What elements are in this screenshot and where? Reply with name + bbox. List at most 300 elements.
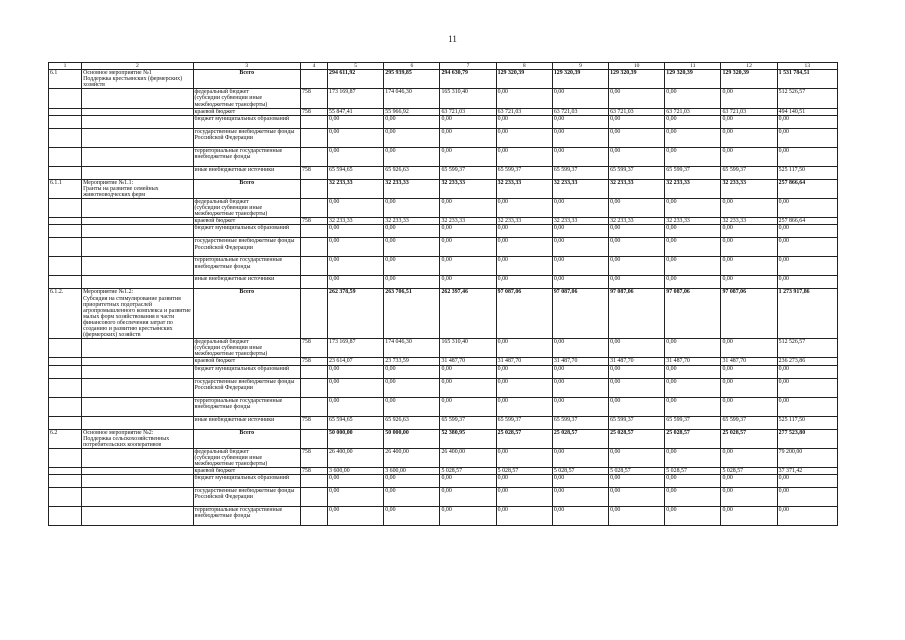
total-cell: 494 140,51 xyxy=(777,108,837,115)
amount-cell: 294 630,79 xyxy=(440,70,496,89)
amount-cell: 65 599,37 xyxy=(721,416,777,429)
amount-cell: 0,00 xyxy=(328,238,384,257)
amount-cell: 5 028,57 xyxy=(552,468,608,475)
funding-source-cell: бюджет муниципальных образований xyxy=(193,225,300,238)
total-cell: 37 371,42 xyxy=(777,468,837,475)
amount-cell: 0,00 xyxy=(665,507,721,526)
amount-cell: 0,00 xyxy=(328,147,384,166)
amount-cell: 165 310,40 xyxy=(440,339,496,358)
amount-cell: 0,00 xyxy=(609,257,665,276)
amount-cell: 0,00 xyxy=(384,115,440,128)
amount-cell: 0,00 xyxy=(328,397,384,416)
funding-source-cell: территориальные государственные внебюджетные фонды xyxy=(193,397,300,416)
amount-cell: 0,00 xyxy=(721,147,777,166)
header-cell: 13 xyxy=(777,63,837,70)
amount-cell: 0,00 xyxy=(384,128,440,147)
amount-cell: 0,00 xyxy=(721,488,777,507)
row-number-cell xyxy=(49,507,82,526)
amount-cell: 0,00 xyxy=(384,199,440,218)
amount-cell: 0,00 xyxy=(552,257,608,276)
table-row xyxy=(49,468,838,475)
total-cell: 525 117,50 xyxy=(777,416,837,429)
code-cell: 758 xyxy=(300,358,327,365)
measure-name-cell xyxy=(82,257,193,276)
amount-cell: 32 233,33 xyxy=(496,179,552,198)
amount-cell: 0,00 xyxy=(496,147,552,166)
amount-cell: 31 487,70 xyxy=(609,358,665,365)
code-cell xyxy=(300,378,327,397)
measure-name-cell: Мероприятие №1.2: Субсидия на стимулирование развития приоритетных подотраслей агропромышленного комплекса и развитие малых форм хозяйствования в части финансового обеспечения затрат по созданию и развитию крестьянских (фермерских) хозяйств xyxy=(82,289,193,339)
amount-cell: 0,00 xyxy=(496,128,552,147)
amount-cell: 0,00 xyxy=(552,199,608,218)
code-cell xyxy=(300,475,327,488)
total-cell: 0,00 xyxy=(777,378,837,397)
amount-cell: 0,00 xyxy=(440,147,496,166)
row-number-cell xyxy=(49,448,82,467)
amount-cell: 0,00 xyxy=(440,475,496,488)
amount-cell: 0,00 xyxy=(609,128,665,147)
funding-source-cell: иные внебюджетные источники xyxy=(193,166,300,179)
measure-name-cell xyxy=(82,128,193,147)
amount-cell: 0,00 xyxy=(552,115,608,128)
amount-cell: 63 721,03 xyxy=(552,108,608,115)
amount-cell: 0,00 xyxy=(328,128,384,147)
header-cell: 4 xyxy=(300,63,327,70)
amount-cell: 0,00 xyxy=(609,488,665,507)
total-cell: 1 531 784,51 xyxy=(777,70,837,89)
amount-cell: 0,00 xyxy=(328,475,384,488)
total-cell: 0,00 xyxy=(777,128,837,147)
table-row xyxy=(49,199,838,218)
amount-cell: 32 233,33 xyxy=(721,218,777,225)
header-cell: 12 xyxy=(721,63,777,70)
total-cell: 0,00 xyxy=(777,115,837,128)
row-number-cell xyxy=(49,147,82,166)
funding-source-cell: государственные внебюджетные фонды Российской Федерации xyxy=(193,488,300,507)
amount-cell: 50 000,00 xyxy=(384,429,440,448)
amount-cell: 32 233,33 xyxy=(328,179,384,198)
amount-cell: 0,00 xyxy=(552,89,608,108)
table-row xyxy=(49,147,838,166)
table-row xyxy=(49,358,838,365)
amount-cell: 55 847,41 xyxy=(328,108,384,115)
amount-cell: 65 599,37 xyxy=(440,166,496,179)
amount-cell: 0,00 xyxy=(665,89,721,108)
amount-cell: 0,00 xyxy=(384,475,440,488)
amount-cell: 0,00 xyxy=(721,257,777,276)
funding-source-cell: бюджет муниципальных образований xyxy=(193,475,300,488)
amount-cell: 0,00 xyxy=(609,115,665,128)
amount-cell: 97 087,06 xyxy=(665,289,721,339)
amount-cell: 0,00 xyxy=(721,507,777,526)
amount-cell: 0,00 xyxy=(496,89,552,108)
amount-cell: 0,00 xyxy=(552,365,608,378)
row-number-cell xyxy=(49,475,82,488)
row-number-cell: 6.1.1 xyxy=(49,179,82,198)
amount-cell: 0,00 xyxy=(384,397,440,416)
amount-cell: 0,00 xyxy=(440,378,496,397)
amount-cell: 0,00 xyxy=(552,488,608,507)
header-cell: 11 xyxy=(665,63,721,70)
amount-cell: 5 028,57 xyxy=(496,468,552,475)
total-cell: 0,00 xyxy=(777,488,837,507)
amount-cell: 0,00 xyxy=(665,257,721,276)
total-cell: 257 866,64 xyxy=(777,218,837,225)
amount-cell: 0,00 xyxy=(496,238,552,257)
amount-cell: 25 028,57 xyxy=(496,429,552,448)
amount-cell: 0,00 xyxy=(328,225,384,238)
table-row xyxy=(49,166,838,179)
amount-cell: 0,00 xyxy=(665,199,721,218)
funding-source-cell: территориальные государственные внебюджетные фонды xyxy=(193,257,300,276)
measure-name-cell xyxy=(82,115,193,128)
amount-cell: 65 599,37 xyxy=(440,416,496,429)
measure-name-cell xyxy=(82,218,193,225)
table-row xyxy=(49,218,838,225)
funding-source-cell: государственные внебюджетные фонды Российской Федерации xyxy=(193,128,300,147)
amount-cell: 0,00 xyxy=(440,115,496,128)
amount-cell: 0,00 xyxy=(384,365,440,378)
amount-cell: 0,00 xyxy=(440,276,496,289)
amount-cell: 0,00 xyxy=(328,257,384,276)
amount-cell: 0,00 xyxy=(496,475,552,488)
amount-cell: 5 028,57 xyxy=(665,468,721,475)
amount-cell: 0,00 xyxy=(440,488,496,507)
amount-cell: 0,00 xyxy=(496,225,552,238)
table-row xyxy=(49,397,838,416)
amount-cell: 0,00 xyxy=(552,147,608,166)
funding-source-cell: государственные внебюджетные фонды Российской Федерации xyxy=(193,238,300,257)
amount-cell: 23 614,07 xyxy=(328,358,384,365)
amount-cell: 31 487,70 xyxy=(440,358,496,365)
total-cell: 79 200,00 xyxy=(777,448,837,467)
amount-cell: 5 028,57 xyxy=(721,468,777,475)
amount-cell: 0,00 xyxy=(552,238,608,257)
measure-name-cell xyxy=(82,378,193,397)
funding-source-cell: Всего xyxy=(193,289,300,339)
amount-cell: 32 233,33 xyxy=(665,218,721,225)
amount-cell: 0,00 xyxy=(721,89,777,108)
amount-cell: 97 087,06 xyxy=(609,289,665,339)
amount-cell: 0,00 xyxy=(384,378,440,397)
amount-cell: 0,00 xyxy=(721,339,777,358)
budget-table xyxy=(48,62,838,526)
code-cell xyxy=(300,289,327,339)
table-row xyxy=(49,378,838,397)
amount-cell: 32 233,33 xyxy=(721,179,777,198)
amount-cell: 31 487,70 xyxy=(665,358,721,365)
code-cell xyxy=(300,225,327,238)
amount-cell: 0,00 xyxy=(609,89,665,108)
amount-cell: 0,00 xyxy=(496,507,552,526)
amount-cell: 65 594,65 xyxy=(328,166,384,179)
amount-cell: 65 594,65 xyxy=(328,416,384,429)
amount-cell: 0,00 xyxy=(552,397,608,416)
amount-cell: 0,00 xyxy=(721,115,777,128)
measure-name-cell xyxy=(82,358,193,365)
row-number-cell xyxy=(49,115,82,128)
funding-source-cell: бюджет муниципальных образований xyxy=(193,115,300,128)
amount-cell: 263 706,51 xyxy=(384,289,440,339)
funding-source-cell: краевой бюджет xyxy=(193,358,300,365)
row-number-cell xyxy=(49,199,82,218)
amount-cell: 0,00 xyxy=(496,378,552,397)
total-cell: 0,00 xyxy=(777,225,837,238)
amount-cell: 129 320,39 xyxy=(665,70,721,89)
amount-cell: 0,00 xyxy=(328,115,384,128)
header-cell: 9 xyxy=(552,63,608,70)
amount-cell: 0,00 xyxy=(665,225,721,238)
amount-cell: 32 233,33 xyxy=(496,218,552,225)
amount-cell: 0,00 xyxy=(552,225,608,238)
funding-source-cell: краевой бюджет xyxy=(193,108,300,115)
table-row xyxy=(49,289,838,339)
table-row xyxy=(49,365,838,378)
amount-cell: 97 087,06 xyxy=(496,289,552,339)
amount-cell: 50 000,00 xyxy=(328,429,384,448)
amount-cell: 0,00 xyxy=(552,475,608,488)
amount-cell: 0,00 xyxy=(552,128,608,147)
measure-name-cell xyxy=(82,416,193,429)
amount-cell: 32 233,33 xyxy=(440,179,496,198)
table-row xyxy=(49,238,838,257)
table-row xyxy=(49,89,838,108)
amount-cell: 5 028,57 xyxy=(609,468,665,475)
amount-cell: 129 320,39 xyxy=(721,70,777,89)
measure-name-cell xyxy=(82,199,193,218)
amount-cell: 5 028,57 xyxy=(440,468,496,475)
amount-cell: 0,00 xyxy=(384,147,440,166)
row-number-cell xyxy=(49,89,82,108)
code-cell xyxy=(300,179,327,198)
code-cell xyxy=(300,429,327,448)
amount-cell: 0,00 xyxy=(609,475,665,488)
table-row xyxy=(49,448,838,467)
amount-cell: 0,00 xyxy=(552,276,608,289)
measure-name-cell xyxy=(82,89,193,108)
amount-cell: 26 400,00 xyxy=(328,448,384,467)
row-number-cell: 6.1.2. xyxy=(49,289,82,339)
row-number-cell xyxy=(49,276,82,289)
amount-cell: 0,00 xyxy=(665,276,721,289)
code-cell: 758 xyxy=(300,448,327,467)
row-number-cell xyxy=(49,365,82,378)
header-cell: 10 xyxy=(609,63,665,70)
amount-cell: 0,00 xyxy=(384,276,440,289)
amount-cell: 0,00 xyxy=(665,397,721,416)
amount-cell: 65 926,63 xyxy=(384,166,440,179)
measure-name-cell xyxy=(82,488,193,507)
amount-cell: 0,00 xyxy=(552,378,608,397)
amount-cell: 0,00 xyxy=(721,448,777,467)
table-row xyxy=(49,128,838,147)
measure-name-cell xyxy=(82,147,193,166)
amount-cell: 0,00 xyxy=(440,238,496,257)
amount-cell: 52 380,95 xyxy=(440,429,496,448)
amount-cell: 0,00 xyxy=(721,378,777,397)
amount-cell: 0,00 xyxy=(384,488,440,507)
funding-source-cell: иные внебюджетные источники xyxy=(193,416,300,429)
code-cell: 758 xyxy=(300,89,327,108)
total-cell: 277 523,80 xyxy=(777,429,837,448)
funding-source-cell: государственные внебюджетные фонды Российской Федерации xyxy=(193,378,300,397)
total-cell: 1 273 917,86 xyxy=(777,289,837,339)
amount-cell: 0,00 xyxy=(496,199,552,218)
total-cell: 0,00 xyxy=(777,365,837,378)
amount-cell: 262 378,59 xyxy=(328,289,384,339)
header-cell: 3 xyxy=(193,63,300,70)
amount-cell: 0,00 xyxy=(609,397,665,416)
code-cell xyxy=(300,488,327,507)
amount-cell: 0,00 xyxy=(384,257,440,276)
amount-cell: 32 233,33 xyxy=(552,218,608,225)
amount-cell: 32 233,33 xyxy=(384,179,440,198)
amount-cell: 25 028,57 xyxy=(552,429,608,448)
table-row xyxy=(49,429,838,448)
amount-cell: 0,00 xyxy=(328,276,384,289)
funding-source-cell: краевой бюджет xyxy=(193,218,300,225)
amount-cell: 0,00 xyxy=(328,378,384,397)
funding-source-cell: федеральный бюджет (субсидии субвенции иные межбюджетные трансферты) xyxy=(193,339,300,358)
amount-cell: 65 599,37 xyxy=(496,166,552,179)
amount-cell: 65 599,37 xyxy=(721,166,777,179)
amount-cell: 63 721,03 xyxy=(665,108,721,115)
row-number-cell xyxy=(49,218,82,225)
code-cell xyxy=(300,115,327,128)
amount-cell: 0,00 xyxy=(328,507,384,526)
amount-cell: 63 721,03 xyxy=(440,108,496,115)
amount-cell: 295 939,85 xyxy=(384,70,440,89)
amount-cell: 262 397,46 xyxy=(440,289,496,339)
amount-cell: 0,00 xyxy=(665,339,721,358)
amount-cell: 0,00 xyxy=(440,225,496,238)
amount-cell: 65 599,37 xyxy=(552,166,608,179)
header-cell: 8 xyxy=(496,63,552,70)
amount-cell: 0,00 xyxy=(665,115,721,128)
amount-cell: 0,00 xyxy=(609,378,665,397)
amount-cell: 294 611,92 xyxy=(328,70,384,89)
funding-source-cell: иные внебюджетные источники xyxy=(193,276,300,289)
measure-name-cell xyxy=(82,276,193,289)
code-cell xyxy=(300,147,327,166)
row-number-cell xyxy=(49,166,82,179)
amount-cell: 0,00 xyxy=(665,238,721,257)
measure-name-cell xyxy=(82,238,193,257)
code-cell: 758 xyxy=(300,339,327,358)
amount-cell: 0,00 xyxy=(496,115,552,128)
total-cell: 0,00 xyxy=(777,507,837,526)
table-row xyxy=(49,488,838,507)
amount-cell: 31 487,70 xyxy=(496,358,552,365)
amount-cell: 0,00 xyxy=(609,507,665,526)
page-number: 11 xyxy=(448,34,457,44)
amount-cell: 0,00 xyxy=(552,448,608,467)
funding-source-cell: федеральный бюджет (субсидии субвенции иные межбюджетные трансферты) xyxy=(193,199,300,218)
measure-name-cell xyxy=(82,507,193,526)
measure-name-cell xyxy=(82,468,193,475)
total-cell: 0,00 xyxy=(777,397,837,416)
total-cell: 512 526,57 xyxy=(777,339,837,358)
amount-cell: 65 599,37 xyxy=(496,416,552,429)
amount-cell: 0,00 xyxy=(665,475,721,488)
code-cell xyxy=(300,128,327,147)
amount-cell: 165 310,40 xyxy=(440,89,496,108)
code-cell xyxy=(300,397,327,416)
amount-cell: 0,00 xyxy=(440,199,496,218)
amount-cell: 0,00 xyxy=(609,238,665,257)
table-row xyxy=(49,179,838,198)
row-number-cell xyxy=(49,488,82,507)
header-row xyxy=(49,63,838,70)
amount-cell: 65 599,37 xyxy=(665,166,721,179)
row-number-cell xyxy=(49,397,82,416)
amount-cell: 0,00 xyxy=(609,448,665,467)
amount-cell: 65 599,37 xyxy=(552,416,608,429)
amount-cell: 0,00 xyxy=(496,339,552,358)
amount-cell: 0,00 xyxy=(496,397,552,416)
amount-cell: 63 721,03 xyxy=(609,108,665,115)
amount-cell: 0,00 xyxy=(609,339,665,358)
funding-source-cell: краевой бюджет xyxy=(193,468,300,475)
measure-name-cell xyxy=(82,397,193,416)
amount-cell: 32 233,33 xyxy=(609,218,665,225)
header-cell: 2 xyxy=(82,63,193,70)
funding-source-cell: бюджет муниципальных образований xyxy=(193,365,300,378)
total-cell: 0,00 xyxy=(777,147,837,166)
total-cell: 0,00 xyxy=(777,238,837,257)
row-number-cell xyxy=(49,358,82,365)
amount-cell: 0,00 xyxy=(384,238,440,257)
funding-source-cell: Всего xyxy=(193,429,300,448)
row-number-cell xyxy=(49,416,82,429)
amount-cell: 0,00 xyxy=(721,365,777,378)
row-number-cell xyxy=(49,238,82,257)
amount-cell: 25 028,57 xyxy=(665,429,721,448)
row-number-cell xyxy=(49,257,82,276)
amount-cell: 0,00 xyxy=(328,199,384,218)
amount-cell: 55 966,92 xyxy=(384,108,440,115)
amount-cell: 129 320,39 xyxy=(552,70,608,89)
amount-cell: 32 233,33 xyxy=(328,218,384,225)
header-cell: 5 xyxy=(328,63,384,70)
row-number-cell xyxy=(49,468,82,475)
measure-name-cell: Основное мероприятие №2: Поддержка сельскохозяйственных потребительских кооперативов xyxy=(82,429,193,448)
amount-cell: 174 046,30 xyxy=(384,339,440,358)
total-cell: 236 273,86 xyxy=(777,358,837,365)
amount-cell: 0,00 xyxy=(328,488,384,507)
amount-cell: 25 028,57 xyxy=(721,429,777,448)
code-cell xyxy=(300,238,327,257)
amount-cell: 3 600,00 xyxy=(384,468,440,475)
amount-cell: 63 721,03 xyxy=(496,108,552,115)
amount-cell: 0,00 xyxy=(609,365,665,378)
measure-name-cell xyxy=(82,339,193,358)
amount-cell: 173 169,87 xyxy=(328,339,384,358)
amount-cell: 0,00 xyxy=(665,448,721,467)
amount-cell: 3 600,00 xyxy=(328,468,384,475)
amount-cell: 0,00 xyxy=(496,257,552,276)
amount-cell: 0,00 xyxy=(440,507,496,526)
table-row xyxy=(49,416,838,429)
amount-cell: 26 400,00 xyxy=(384,448,440,467)
amount-cell: 65 926,63 xyxy=(384,416,440,429)
amount-cell: 65 599,37 xyxy=(665,416,721,429)
amount-cell: 0,00 xyxy=(440,365,496,378)
funding-source-cell: федеральный бюджет (субсидии субвенции иные межбюджетные трансферты) xyxy=(193,89,300,108)
amount-cell: 0,00 xyxy=(496,365,552,378)
measure-name-cell xyxy=(82,448,193,467)
amount-cell: 32 233,33 xyxy=(609,179,665,198)
